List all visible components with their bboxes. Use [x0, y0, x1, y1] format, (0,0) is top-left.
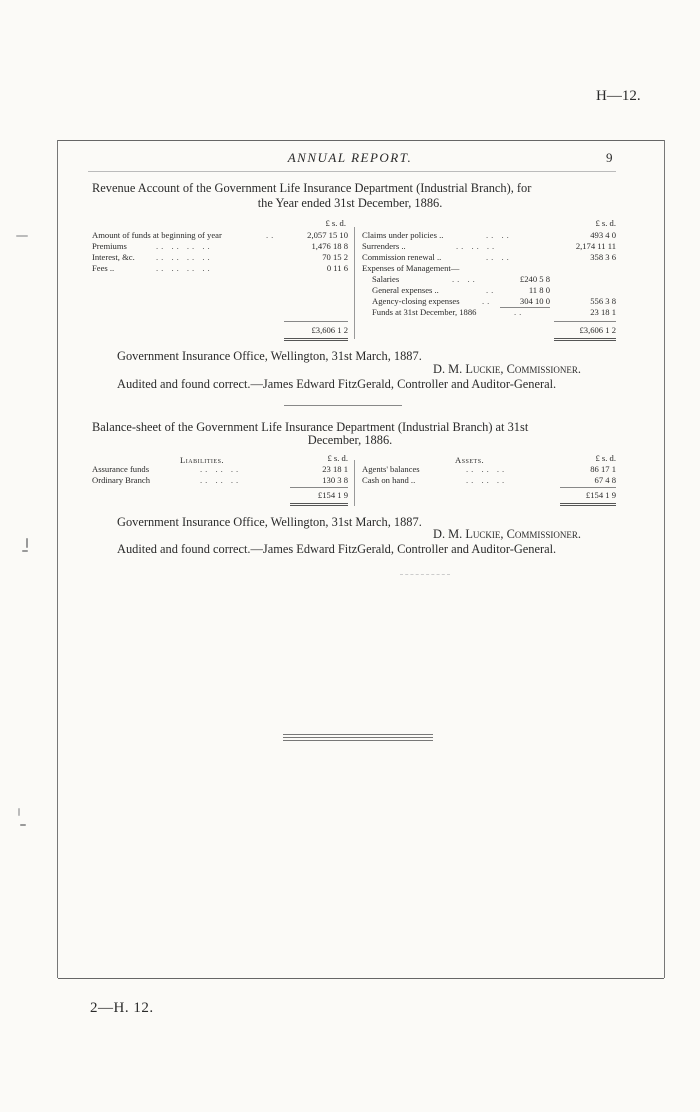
right-total-double-rule	[554, 338, 616, 341]
revenue-left-row-label: Amount of funds at beginning of year	[92, 230, 222, 240]
liability-label: Assurance funds	[92, 464, 150, 474]
funds-amount: 23 18 1	[590, 307, 616, 317]
leader-dots: .. .. ..	[456, 241, 498, 251]
revenue-left-currency-header: £ s. d.	[325, 218, 346, 228]
revenue-left-row-label: Premiums	[92, 241, 127, 251]
liabilities-total: £154 1 9	[317, 490, 348, 500]
management-heading: Expenses of Management—	[362, 263, 460, 273]
leader-dots: ..	[514, 307, 525, 317]
revenue-left-row-amount: 1,476 18 8	[311, 241, 348, 251]
revenue-right-row-label: Claims under policies ..	[362, 230, 444, 240]
leader-dots: .. ..	[486, 252, 512, 262]
frame-top-rule	[58, 140, 664, 141]
frame-left-rule	[57, 140, 58, 978]
revenue-title-line1: Revenue Account of the Government Life Insurance Department (Industrial Branch), for	[92, 181, 532, 195]
leader-dots: ..	[482, 296, 493, 306]
frame-right-rule	[664, 140, 665, 978]
liabilities-currency-header: £ s. d.	[327, 453, 348, 463]
revenue-right-row-label: Commission renewal ..	[362, 252, 442, 262]
assets-currency-header: £ s. d.	[595, 453, 616, 463]
revenue-right-total: £3,606 1 2	[579, 325, 616, 335]
revenue-left-row-amount: 0 11 6	[326, 263, 348, 273]
management-row-label: Agency-closing expenses	[372, 296, 460, 306]
management-row-amount: 304 10 0	[519, 296, 550, 306]
signature-mark: 2—H. 12.	[90, 1000, 154, 1016]
right-total-rule	[554, 321, 616, 322]
revenue-left-row-label: Interest, &c.	[92, 252, 135, 262]
leader-dots: .. .. .. ..	[156, 263, 213, 273]
leader-dots: .. ..	[486, 230, 512, 240]
revenue-left-row-amount: 2,057 15 10	[307, 230, 348, 240]
revenue-left-total: £3,606 1 2	[311, 325, 348, 335]
end-rule-3	[283, 740, 433, 741]
liabilities-total-double-rule	[290, 503, 348, 506]
frame-bottom-rule	[58, 978, 664, 979]
leader-dots: ..	[266, 230, 277, 240]
revenue-right-row-amount: 358 3 6	[590, 252, 616, 262]
management-row-label: General expenses ..	[372, 285, 439, 295]
assets-total-double-rule	[560, 503, 616, 506]
assets-total: £154 1 9	[585, 490, 616, 500]
revenue-right-row-label: Surrenders ..	[362, 241, 406, 251]
liability-amount: 23 18 1	[322, 464, 348, 474]
margin-speck	[16, 235, 28, 237]
liabilities-total-rule	[290, 487, 348, 488]
revenue-audit-line: Audited and found correct.—James Edward FitzGerald, Controller and Auditor-General.	[117, 377, 557, 391]
revenue-office-line: Government Insurance Office, Wellington, 31st March, 1887.	[117, 349, 422, 363]
leader-dots: .. .. .. ..	[156, 252, 213, 262]
assets-header: Assets.	[455, 455, 485, 465]
asset-amount: 67 4 8	[594, 475, 616, 485]
leader-dots: .. .. ..	[200, 475, 242, 485]
revenue-column-divider	[354, 227, 355, 339]
leader-dots: .. .. ..	[200, 464, 242, 474]
end-rule-2	[283, 737, 433, 738]
revenue-right-row-amount: 2,174 11 11	[575, 241, 616, 251]
revenue-right-currency-header: £ s. d.	[595, 218, 616, 228]
funds-label: Funds at 31st December, 1886	[372, 307, 477, 317]
header-rule	[88, 171, 616, 172]
running-title: ANNUAL REPORT.	[287, 150, 413, 165]
asset-label: Cash on hand ..	[362, 475, 416, 485]
leader-dots: .. .. .. ..	[156, 241, 213, 251]
management-total: 556 3 8	[590, 296, 616, 306]
balance-office-line: Government Insurance Office, Wellington, 31st March, 1887.	[117, 515, 422, 529]
end-rule-1	[283, 734, 433, 735]
margin-speck	[22, 550, 28, 552]
revenue-right-row-amount: 493 4 0	[590, 230, 616, 240]
management-row-amount: 11 8 0	[528, 285, 550, 295]
liability-amount: 130 3 8	[322, 475, 348, 485]
management-row-label: Salaries	[372, 274, 400, 284]
leader-dots: .. .. ..	[466, 475, 508, 485]
page-number: 9	[606, 150, 613, 165]
balance-column-divider	[354, 460, 355, 506]
asset-amount: 86 17 1	[590, 464, 616, 474]
faint-mark	[400, 574, 450, 575]
balance-title-line2: December, 1886.	[307, 433, 393, 447]
left-total-rule	[284, 321, 348, 322]
leader-dots: .. ..	[452, 274, 478, 284]
balance-commissioner: D. M. Luckie, Commissioner.	[433, 527, 581, 541]
asset-label: Agents' balances	[362, 464, 420, 474]
liabilities-header: Liabilities.	[180, 455, 225, 465]
page-code: H—12.	[596, 88, 641, 104]
revenue-left-row-label: Fees ..	[92, 263, 115, 273]
liability-label: Ordinary Branch	[92, 475, 150, 485]
balance-title-line1: Balance-sheet of the Government Life Insurance Department (Industrial Branch) at 31st	[92, 420, 529, 434]
margin-speck	[20, 824, 26, 826]
revenue-title-line2: the Year ended 31st December, 1886.	[257, 196, 443, 210]
leader-dots: ..	[486, 285, 497, 295]
management-row-amount: £240 5 8	[519, 274, 550, 284]
left-total-double-rule	[284, 338, 348, 341]
revenue-commissioner: D. M. Luckie, Commissioner.	[433, 362, 581, 376]
revenue-left-row-amount: 70 15 2	[322, 252, 348, 262]
leader-dots: .. .. ..	[466, 464, 508, 474]
margin-speck	[26, 538, 28, 548]
balance-audit-line: Audited and found correct.—James Edward FitzGerald, Controller and Auditor-General.	[117, 542, 557, 556]
assets-total-rule	[560, 487, 616, 488]
section-separator	[284, 405, 402, 406]
margin-speck	[18, 808, 20, 816]
